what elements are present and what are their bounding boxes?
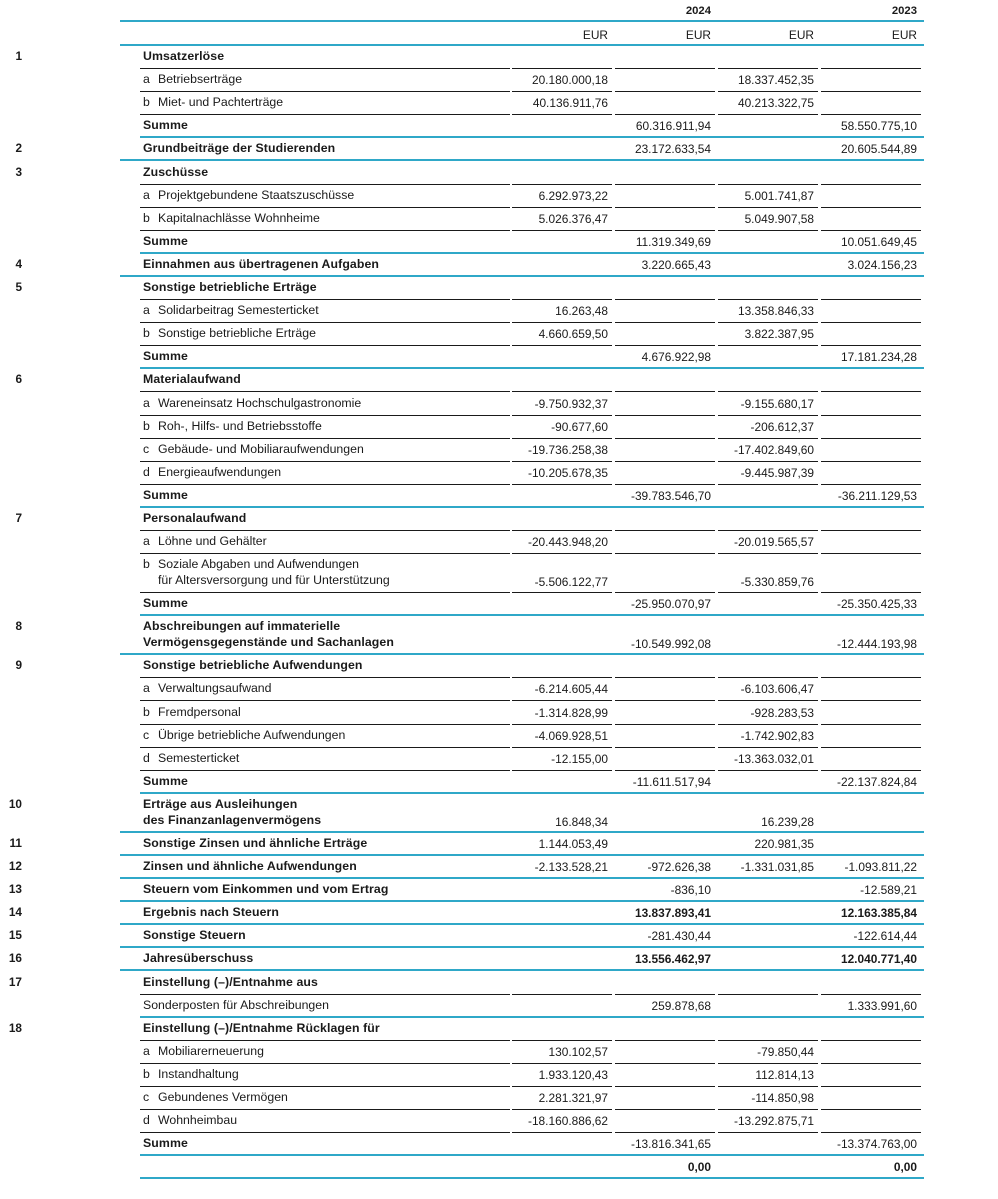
statement-row [8,794,924,833]
row-label [143,858,513,874]
amount-col-1: 20.180.000,18 [531,73,608,88]
row-label [143,117,513,133]
amount-col-2: -281.430,44 [647,929,711,944]
amount-col-3: 40.213.322,75 [737,96,814,111]
row-label [143,395,513,411]
amount-col-2: -11.611.517,94 [632,774,711,789]
label-text: Sonstige betriebliche Erträge [143,280,317,294]
label-text: Fremdpersonal [158,704,241,719]
label-text: Sonstige betriebliche Aufwendungen [143,658,363,673]
row-label [143,210,513,226]
row-number: 4 [15,256,22,271]
label-text: Kapitalnachlässe Wohnheime [158,210,320,225]
line-item-row [120,416,924,439]
label-text: Übrige betriebliche Aufwendungen [158,727,346,742]
row-label [143,464,513,480]
label-text: Materialaufwand [143,372,241,387]
statement-row [15,655,924,678]
statement-row [8,925,924,948]
row-label [143,256,513,272]
amount-col-1: -1.314.828,99 [534,705,608,720]
amount-col-1: 16.263,48 [555,304,608,319]
line-item-row [120,393,924,416]
amount-col-1: -19.736.258,38 [527,442,608,457]
currency-col-2: EUR [685,28,711,42]
label-text: Ergebnis nach Steuern [143,905,280,920]
label-text: Löhne und Gehälter [158,534,267,549]
row-divider [140,1177,924,1179]
row-label [143,750,513,766]
amount-col-1: -4.069.928,51 [534,728,608,743]
amount-col-4: 3.024.156,23 [847,257,917,272]
label-text: Personalaufwand [143,511,247,525]
amount-col-2: 4.676.922,98 [641,350,711,365]
amount-col-2: 60.316.911,94 [635,119,711,134]
item-letter: a [143,72,150,87]
label-text: Summe [143,349,188,364]
row-label [143,487,513,503]
statement-row [15,254,924,277]
amount-col-3: -13.363.032,01 [733,751,814,766]
row-label [143,418,513,434]
statement-row [15,46,924,69]
amount-col-3: -1.742.902,83 [740,728,814,743]
statement-row [15,616,924,655]
amount-col-3: -6.103.606,47 [740,682,814,697]
line-item-row [120,531,924,554]
statement-row [15,369,924,392]
row-label [143,1112,513,1128]
row-number: 6 [15,372,22,387]
item-letter: b [143,557,150,572]
amount-col-3: 16.239,28 [761,814,814,829]
label-text-line2: für Altersversorgung und für Unterstützung [158,573,390,588]
sum-row [120,1133,924,1156]
statement-row [8,1018,924,1041]
amount-col-3: -17.402.849,60 [733,442,814,457]
label-text: Einstellung (–)/Entnahme aus [143,974,318,989]
line-item-row [120,439,924,462]
row-label [143,164,513,180]
row-label [143,796,513,828]
amount-col-1: -90.677,60 [551,419,608,434]
row-label [143,556,513,588]
amount-col-3: 112.814,13 [755,1067,814,1082]
sum-row [120,231,924,254]
amount-col-3: -206.612,37 [750,419,814,434]
label-text: Projektgebundene Staatszuschüsse [158,187,355,202]
label-text: Summe [143,773,188,788]
amount-col-1: 40.136.911,76 [532,96,608,111]
amount-col-1: -5.506.122,77 [534,575,608,590]
label-text: Summe [143,1136,188,1151]
label-text: Abschreibungen auf immaterielle [143,619,341,634]
line-item-row [120,69,924,92]
row-label [143,1043,513,1059]
row-number: 16 [8,951,22,966]
row-label [143,302,513,318]
amount-col-4: -22.137.824,84 [836,774,917,789]
amount-col-2: -10.549.992,08 [630,637,711,652]
amount-col-2: -25.950.070,97 [630,597,711,612]
amount-col-4: 58.550.775,10 [840,119,917,134]
amount-col-4: 12.040.771,40 [840,952,917,967]
line-item-row [120,185,924,208]
amount-col-4: -13.374.763,00 [836,1137,917,1152]
row-number: 8 [15,619,22,634]
amount-col-4: 20.605.544,89 [840,142,917,157]
year-previous-header: 2023 [891,5,917,17]
item-letter: b [143,326,150,341]
amount-col-3: -9.155.680,17 [740,396,814,411]
label-text-line2: des Finanzanlagenvermögens [143,812,322,827]
item-letter: a [143,1043,150,1058]
row-number: 17 [8,974,22,989]
amount-col-4: -122.614,44 [853,929,917,944]
row-number: 18 [8,1020,22,1035]
row-label [143,727,513,743]
amount-col-3: 13.358.846,33 [737,304,814,319]
header-years [120,0,924,24]
item-letter: c [143,1090,150,1104]
statement-row [8,879,924,902]
label-text: Sonstige Zinsen und ähnliche Erträge [143,835,368,850]
statement-row [15,162,924,185]
amount-col-3: 5.001.741,87 [744,188,814,203]
label-text: Wohnheimbau [158,1113,238,1128]
label-text: Summe [143,233,188,248]
row-label [143,997,513,1013]
item-letter: b [143,704,150,719]
label-text: Gebundenes Vermögen [158,1090,288,1104]
statement-row [8,856,924,879]
label-text: Einstellung (–)/Entnahme Rücklagen für [143,1020,380,1035]
item-letter: d [143,1113,150,1128]
amount-col-1: -20.443.948,20 [527,535,608,550]
amount-col-2: 11.319.349,69 [635,234,711,249]
label-text: Einnahmen aus übertragenen Aufgaben [143,256,380,271]
line-item-row [120,300,924,323]
row-label [143,1020,513,1036]
item-letter: b [143,210,150,225]
label-text: Umsatzerlöse [143,49,225,63]
row-number: 11 [9,835,22,850]
item-letter: b [143,418,150,433]
statement-row [15,277,924,300]
row-label [143,657,513,673]
amount-col-1: 1.933.120,43 [538,1067,608,1082]
item-letter: a [143,187,150,202]
row-number: 10 [8,796,22,811]
label-text-line2: Vermögensgegenstände und Sachanlagen [143,635,394,650]
line-item-row [120,702,924,725]
amount-col-1: -10.205.678,35 [527,465,608,480]
amount-col-1: 1.144.053,49 [538,836,608,851]
statement-row [120,995,924,1018]
row-label [143,680,513,696]
label-text: Solidarbeitrag Semesterticket [158,303,319,318]
row-label [143,950,513,966]
item-letter: d [143,464,150,479]
amount-col-3: -114.850,98 [751,1091,814,1105]
line-item-row [120,1110,924,1133]
label-text: Miet- und Pachterträge [158,95,284,110]
amount-col-4: -1.093.811,22 [844,860,917,874]
label-text: Jahresüberschuss [143,951,254,966]
row-label [143,773,513,789]
row-label [143,835,513,851]
header-divider [120,20,924,22]
row-label [143,881,513,897]
row-label [143,187,513,203]
amount-col-1: 6.292.973,22 [538,188,608,203]
item-letter: a [143,395,150,410]
row-label [143,533,513,549]
row-label [143,441,513,457]
row-label [143,140,513,156]
row-label [143,71,513,87]
label-text: Semesterticket [158,750,240,765]
label-text: Roh-, Hilfs- und Betriebsstoffe [158,418,322,433]
item-letter: a [143,534,150,549]
row-number: 5 [15,280,22,294]
label-text: Summe [143,118,188,133]
row-label [143,1135,513,1151]
line-item-row [120,462,924,485]
label-text: Energieaufwendungen [158,464,282,479]
line-item-row [120,1087,924,1110]
amount-col-1: 4.660.659,50 [538,327,608,342]
row-label [143,618,513,650]
label-text: Erträge aus Ausleihungen [143,796,298,811]
label-text: Grundbeiträge der Studierenden [143,141,336,156]
amount-col-4: -25.350.425,33 [836,597,917,612]
currency-col-4: EUR [891,28,917,42]
amount-col-2: -39.783.546,70 [630,488,711,503]
line-item-row [120,323,924,346]
amount-col-2: 13.837.893,41 [634,906,711,921]
currency-col-3: EUR [788,28,814,42]
line-item-row [120,208,924,231]
amount-col-4: -12.589,21 [860,883,917,898]
amount-col-2: 3.220.665,43 [641,257,711,272]
amount-col-3: -20.019.565,57 [733,535,814,550]
amount-col-1: -6.214.605,44 [534,682,608,697]
row-label [143,904,513,920]
label-text: Betriebserträge [158,72,243,87]
row-number: 3 [15,164,22,179]
line-item-row [120,1041,924,1064]
amount-col-3: 220.981,35 [754,836,814,851]
row-number: 12 [8,859,22,873]
row-label [143,325,513,341]
item-letter: c [143,727,150,742]
row-label [143,233,513,249]
row-number: 15 [8,928,22,943]
statement-row [8,948,924,971]
amount-col-1: 5.026.376,47 [538,211,608,226]
amount-col-4: 0,00 [893,1160,917,1175]
row-label [143,510,513,526]
amount-col-3: -79.850,44 [757,1044,814,1059]
item-letter: b [143,95,150,110]
amount-col-3: -5.330.859,76 [740,575,814,590]
row-label [143,974,513,990]
amount-col-4: 12.163.385,84 [840,906,917,921]
label-text: Summe [143,596,188,611]
label-text: Zinsen und ähnliche Aufwendungen [143,859,357,873]
label-text: Gebäude- und Mobiliaraufwendungen [158,441,364,456]
label-text: Sonstige Steuern [143,928,246,943]
item-letter: a [143,681,150,696]
header-currency [120,24,924,46]
amount-col-4: 17.181.234,28 [840,350,917,365]
row-label [143,704,513,720]
amount-col-1: -12.155,00 [551,751,608,766]
row-label [143,927,513,943]
statement-row [9,833,924,856]
amount-col-3: 3.822.387,95 [744,327,814,342]
row-label [143,279,513,295]
row-label [143,595,513,611]
statement-row [15,138,924,161]
amount-col-4: -36.211.129,53 [837,488,917,503]
label-text: Mobiliarerneuerung [158,1043,264,1058]
amount-col-4: 1.333.991,60 [847,998,917,1013]
item-letter: b [143,1066,150,1081]
amount-col-2: 23.172.633,54 [634,142,711,157]
row-label [143,348,513,364]
row-label [143,1066,513,1082]
sum-row [120,485,924,508]
amount-col-1: -9.750.932,37 [534,396,608,411]
amount-col-1: -2.133.528,21 [534,860,608,874]
line-item-row [120,1064,924,1087]
amount-col-3: -9.445.987,39 [740,465,814,480]
label-text: Summe [143,487,188,502]
sum-row [120,593,924,616]
statement-row [120,1156,924,1179]
sum-row [120,115,924,138]
item-letter: d [143,750,150,765]
sum-row [120,346,924,369]
amount-col-2: -13.816.341,65 [630,1137,711,1152]
statement-row [8,972,924,995]
line-item-row [120,748,924,771]
row-number: 9 [15,658,22,673]
row-number: 14 [8,905,22,920]
amount-col-1: -18.160.886,62 [527,1114,608,1129]
amount-col-3: -13.292.875,71 [733,1114,814,1129]
row-number: 1 [15,49,22,63]
currency-col-1: EUR [582,28,608,42]
row-label [143,94,513,110]
amount-col-2: 0,00 [687,1160,711,1175]
amount-col-2: -972.626,38 [647,860,711,874]
amount-col-2: 13.556.462,97 [634,952,711,967]
row-number: 13 [8,882,22,897]
amount-col-3: -928.283,53 [750,705,814,720]
amount-col-3: 5.049.907,58 [744,211,814,226]
row-label [143,1089,513,1105]
item-letter: a [143,303,150,318]
amount-col-4: -12.444.193,98 [836,637,917,652]
line-item-row [120,554,924,593]
label-text: Zuschüsse [143,164,209,179]
row-label [143,48,513,64]
amount-col-4: 10.051.649,45 [840,234,917,249]
item-letter: c [143,441,150,456]
amount-col-2: -836,10 [670,883,711,898]
amount-col-3: 18.337.452,35 [737,73,814,88]
line-item-row [120,678,924,701]
year-current-header: 2024 [685,5,711,17]
row-label [143,371,513,387]
amount-col-1: 130.102,57 [548,1044,608,1059]
sum-row [120,771,924,794]
label-text: Verwaltungsaufwand [158,681,272,696]
line-item-row [120,92,924,115]
line-item-row [120,725,924,748]
statement-row [15,508,924,531]
label-text: Soziale Abgaben und Aufwendungen [158,557,360,572]
amount-col-1: 2.281.321,97 [538,1091,608,1105]
statement-row [8,902,924,925]
label-text: Steuern vom Einkommen und vom Ertrag [143,882,389,897]
label-text: Wareneinsatz Hochschulgastronomie [158,395,362,410]
label-text: Instandhaltung [158,1066,239,1081]
row-number: 2 [15,141,22,156]
amount-col-1: 16.848,34 [555,814,608,829]
amount-col-3: -1.331.031,85 [740,860,814,874]
label-text: Sonstige betriebliche Erträge [158,326,316,341]
label-text: Sonderposten für Abschreibungen [143,997,329,1012]
amount-col-2: 259.878,68 [651,998,711,1013]
row-number: 7 [15,511,22,525]
